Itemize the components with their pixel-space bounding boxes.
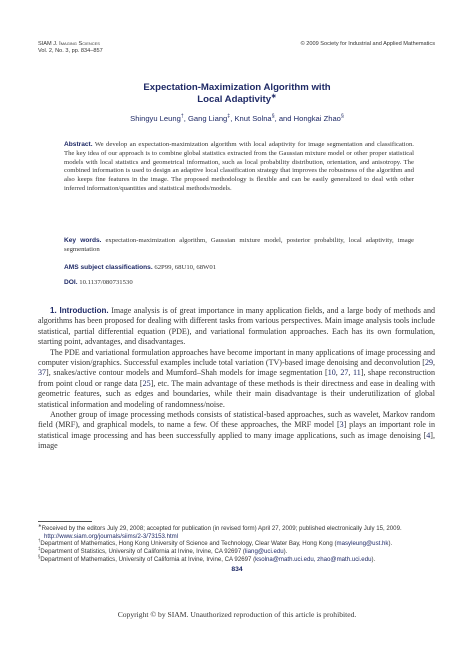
citation-link[interactable]: 29 — [424, 358, 433, 368]
footnote-mark: § — [38, 553, 41, 559]
section-heading: 1. Introduction. — [50, 306, 109, 315]
paper-title — [0, 82, 474, 106]
journal-name: SIAM J. Imaging Sciences — [38, 41, 100, 47]
ams-classifications — [64, 264, 414, 273]
doi — [64, 279, 414, 288]
title-line-1: Expectation-Maximization Algorithm with — [143, 82, 331, 93]
intro-paragraph-1 — [38, 306, 435, 348]
title-footnote-mark: ∗ — [271, 92, 277, 100]
copyright-notice: © 2009 Society for Industrial and Applied Mathematics — [300, 41, 435, 47]
keywords — [64, 237, 414, 255]
journal-volume: Vol. 2, No. 3, pp. 834–857 — [38, 48, 103, 54]
author-mark: § — [271, 113, 275, 120]
copyright-footer: Copyright © by SIAM. Unauthorized reproduction of this article is prohibited. — [117, 610, 357, 619]
citation-link[interactable]: 10 — [327, 368, 336, 378]
email-link[interactable]: ksolna@math.uci.edu, zhao@math.uci.edu — [255, 555, 372, 563]
intro-text: ] plays an important role in statistical image processing and has been successfully applied to many image applications, such as image denoising [ — [38, 420, 435, 440]
author-mark: † — [180, 113, 184, 120]
footnote-text: ). — [371, 555, 376, 563]
footnote-affiliation — [38, 540, 435, 548]
footnote-text: ). — [388, 540, 393, 548]
footnote-text: Department of Mathematics, Hong Kong University of Science and Technology, Clear Water Bay, Hong Kong ( — [40, 540, 337, 548]
footnote-mark: † — [38, 538, 41, 544]
footnote-mark: ∗ — [38, 522, 42, 528]
intro-text: ], image — [38, 430, 435, 451]
intro-text: Another group of image processing methods consists of statistical-based approaches, such as wavelet, Markov random field (MRF), and graphical models, to name a few. Of these approaches, the MRF model [ — [38, 410, 435, 430]
footnote-affiliation — [38, 553, 435, 564]
author-separator: , — [183, 114, 188, 123]
ams-text: 62P99, 68U10, 68W01 — [154, 264, 217, 271]
email-link[interactable]: masyleung@ust.hk — [336, 540, 389, 548]
author-separator: , and — [274, 114, 294, 123]
article-url-link[interactable]: http://www.siam.org/journals/siims/2-3/73153.html — [44, 532, 179, 540]
abstract — [64, 141, 414, 194]
author-mark: § — [340, 113, 344, 120]
footnote-text: Department of Mathematics, University of California at Irvine, Irvine, CA 92697 ( — [40, 555, 256, 563]
abstract-label: Abstract. — [64, 141, 93, 148]
footnote-text: ). — [283, 548, 288, 556]
author-mark: ‡ — [227, 113, 231, 120]
footnote-divider — [38, 521, 92, 522]
author-name: Hongkai Zhao — [293, 114, 341, 123]
email-link[interactable]: liang@uci.edu — [244, 548, 284, 556]
intro-text: The PDE and variational formulation approaches have become important in many applications of image processing and computer vision/graphics. Successful examples include total variation (TV)-based image denoising and deconvolution [ — [38, 347, 436, 368]
author-name: Gang Liang — [188, 114, 228, 123]
citation-link[interactable]: 11 — [353, 368, 361, 378]
intro-text: ], etc. The main advantage of these methods is their directness and ease in dealing with geometric features, such as edges and boundaries, while their main disadvantage is their underutilization of global statistical information and modeling of randomness/noise. — [38, 378, 435, 409]
citation-link[interactable]: 27 — [340, 368, 349, 378]
footnote-mark: ‡ — [38, 546, 41, 552]
keywords-text: expectation-maximization algorithm, Gaussian mixture model, posterior probability, local adaptivity, image segmentation — [64, 237, 415, 253]
intro-text: Image analysis is of great importance in many application fields, and a large body of methods and algorithms has been proposed for dealing with different tasks from various perspectives. Main image analysis tools include statistical, partial differential equation (PDE), and variational formulation approaches. Each has its own formulation, starting point, advantages, and disadvantages. — [38, 306, 435, 347]
keywords-label: Key words. — [64, 237, 102, 244]
doi-label: DOI. — [64, 279, 78, 286]
abstract-text: We develop an expectation-maximization algorithm with local adaptivity for image segmentation and classification. The key idea of our approach is to combine global statistics extracted from the Gaussian mixture model or other proper statistical models with local statistics and geometrical information, such as local probability distribution, orientation, and anisotropy. The combined information is used to design an adaptive local classification strategy that improves the robustness of the algorithm and also keeps fine features in the image. The proposed methodology is flexible and can be easily generalized to deal with other inferred information/quantities and statistical methods/models. — [64, 141, 414, 192]
footnote-affiliation — [38, 548, 435, 556]
author-name: Shingyu Leung — [130, 114, 181, 123]
doi-text: 10.1137/080731530 — [79, 279, 133, 286]
author-list — [0, 114, 474, 123]
intro-text: ], snakes/active contour models and Mumford–Shah models for image segmentation [ — [46, 368, 328, 378]
introduction-section — [38, 306, 435, 452]
citation-link[interactable]: 3 — [339, 420, 344, 430]
author-separator: , — [230, 114, 235, 123]
citation-link[interactable]: 25 — [142, 378, 151, 388]
title-line-2: Local Adaptivity — [197, 94, 272, 105]
citation-link[interactable]: 4 — [426, 430, 431, 440]
footnote-text: Received by the editors July 29, 2008; accepted for publication (in revised form) April 27, 2009; published electronically July 15, 2009. — [41, 525, 402, 532]
intro-text: ], shape reconstruction from point cloud or range data [ — [38, 368, 435, 388]
author-name: Knut Solna — [234, 114, 272, 123]
page-number: 834 — [231, 566, 243, 573]
footnote-received — [38, 522, 435, 533]
ams-label: AMS subject classifications. — [64, 264, 153, 271]
footnote-text: Department of Statistics, University of California at Irvine, Irvine, CA 92697 ( — [40, 548, 245, 556]
citation-link[interactable]: 37 — [38, 368, 47, 378]
journal-header — [38, 41, 103, 55]
footnotes — [38, 522, 435, 564]
intro-paragraph-3 — [38, 410, 435, 452]
intro-paragraph-2: The PDE and variational formulation approaches have become important in many applications of image processing and computer vision/graphics. Successful examples include total variation (TV)-based image denoising and deconvolution [29, 37], snakes/active contour models and Mumford–Shah models for image segmentation [10, 27, 11], shape reconstruction from point cloud or range data [25], etc. The main advantage of these methods is their directness and ease in dealing with geometric features, such as edges and boundaries, while their main disadvantage is their underutilization of global statistical information and modeling of randomness/noise. — [38, 347, 436, 409]
